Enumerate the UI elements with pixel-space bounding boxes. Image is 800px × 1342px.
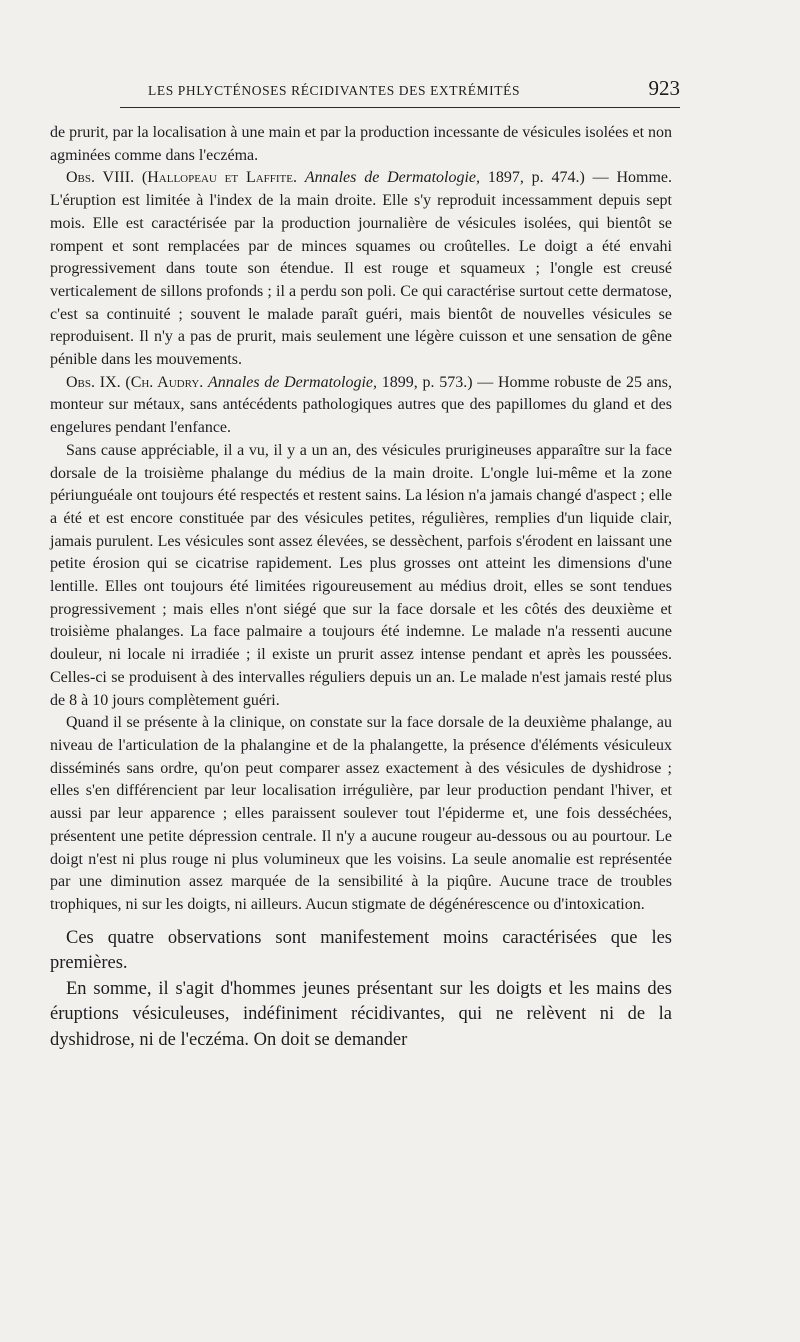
obs-8-label: Obs. VIII. bbox=[66, 169, 135, 187]
obs-8-text: 1897, p. 474.) — Homme. L'éruption est limitée à l'index de la main droite. Elle s'y reproduit incessamment depuis sept mois. Elle est caractérisée par la production journalière de vésicules isolées, qui bientôt se rompent et sont remplacées par de minces squames ou croûtelles. Le doigt a été envahi progressivement dans toute son étendue. Il est rouge et squameux ; l'ongle est creusé verticalement de sillons profonds ; il a perdu son poli. Ce qui caractérise surtout cette dermatose, c'est sa continuité ; souvent le malade paraît guéri, mais bientôt de nouvelles vésicules se reproduisent. Il n'y a pas de prurit, mais seulement une légère cuisson et une sensation de gêne pénible dans les mouvements. bbox=[50, 169, 672, 369]
obs-9-authors: (Ch. Audry. bbox=[125, 373, 204, 391]
obs-9-journal: Annales de Dermatologie, bbox=[208, 373, 378, 391]
body-text bbox=[50, 122, 672, 1053]
obs-8-authors: (Hallopeau et Laffite. bbox=[141, 169, 297, 187]
page-header bbox=[120, 76, 680, 98]
paragraph-continuation: de prurit, par la localisation à une main et par la production incessante de vésicules isolées et non agminées comme dans l'eczéma. bbox=[50, 124, 673, 164]
obs-9-text: 1899, p. 573.) — Homme robuste de 25 ans, monteur sur métaux, sans antécédents pathologiques autres que des papillomes du gland et des engelures pendant l'enfance. bbox=[50, 373, 673, 437]
obs-9-label: Obs. IX. bbox=[66, 373, 121, 391]
paragraph-history: Sans cause appréciable, il a vu, il y a un an, des vésicules prurigineuses apparaître sur la face dorsale de la troisième phalange du médius de la main droite. L'ongle lui-même et la zone périunguéale ont toujours été respectés et restent sains. La lésion n'a jamais changé d'aspect ; elle a été et est encore constituée par des vésicules petites, régulières, remplies d'un liquide clair, jamais purulent. Les vésicules sont assez élevées, se dessèchent, parfois s'érodent en laissant une petite érosion qui se cicatrise rapidement. Les plus grosses ont atteint les dimensions d'une lentille. Elles ont toujours été limitées rigoureusement au médius droit, elles se sont tendues progressivement ; mais elles n'ont siégé que sur la face dorsale et les côtés des deuxième et troisième phalanges. La face palmaire a toujours été indemne. Le malade n'a ressenti aucune douleur, ni locale ni irradiée ; il existe un prurit assez intense pendant et après les poussées. Celles-ci se produisent à des intervalles réguliers depuis un an. Le malade n'est jamais resté plus de 8 à 10 jours complètement guéri. bbox=[50, 441, 672, 709]
running-title: LES PHLYCTÉNOSES RÉCIDIVANTES DES EXTRÉMITÉS bbox=[148, 83, 521, 98]
header-rule bbox=[120, 107, 680, 108]
paragraph-conclusion: En somme, il s'agit d'hommes jeunes présentant sur les doigts et les mains des éruptions vésiculeuses, indéfiniment récidivantes, qui ne relèvent ni de la dyshidrose, ni de l'eczéma. On doit se demander bbox=[50, 978, 672, 1050]
observation-9 bbox=[50, 372, 672, 440]
obs-8-journal: Annales de Dermatologie, bbox=[304, 169, 480, 187]
observation-8 bbox=[50, 167, 672, 371]
paragraph-summary: Ces quatre observations sont manifestement moins caractérisées que les premières. bbox=[50, 927, 672, 974]
paragraph-clinic: Quand il se présente à la clinique, on constate sur la face dorsale de la deuxième phalange, au niveau de l'articulation de la phalangine et de la phalangette, la présence d'éléments vésiculeux disséminés sans ordre, qu'on peut comparer assez exactement à des vésicules de dyshidrose ; elles s'en différencient par leur localisation irrégulière, par leur production pendant l'hiver, et aussi par leur apparence ; elles paraissent soulever tout l'épiderme et, une fois desséchées, présentent une petite dépression centrale. Il n'y a aucune rougeur au-dessous ou au pourtour. Le doigt n'est ni plus rouge ni plus volumineux que les voisins. La seule anomalie est représentée par une diminution assez marquée de la sensibilité à la piqûre. Aucune trace de troubles trophiques, ni sur les doigts, ni ailleurs. Aucun stigmate de dégénérescence ou d'intoxication. bbox=[50, 714, 672, 913]
page-number: 923 bbox=[648, 76, 680, 100]
